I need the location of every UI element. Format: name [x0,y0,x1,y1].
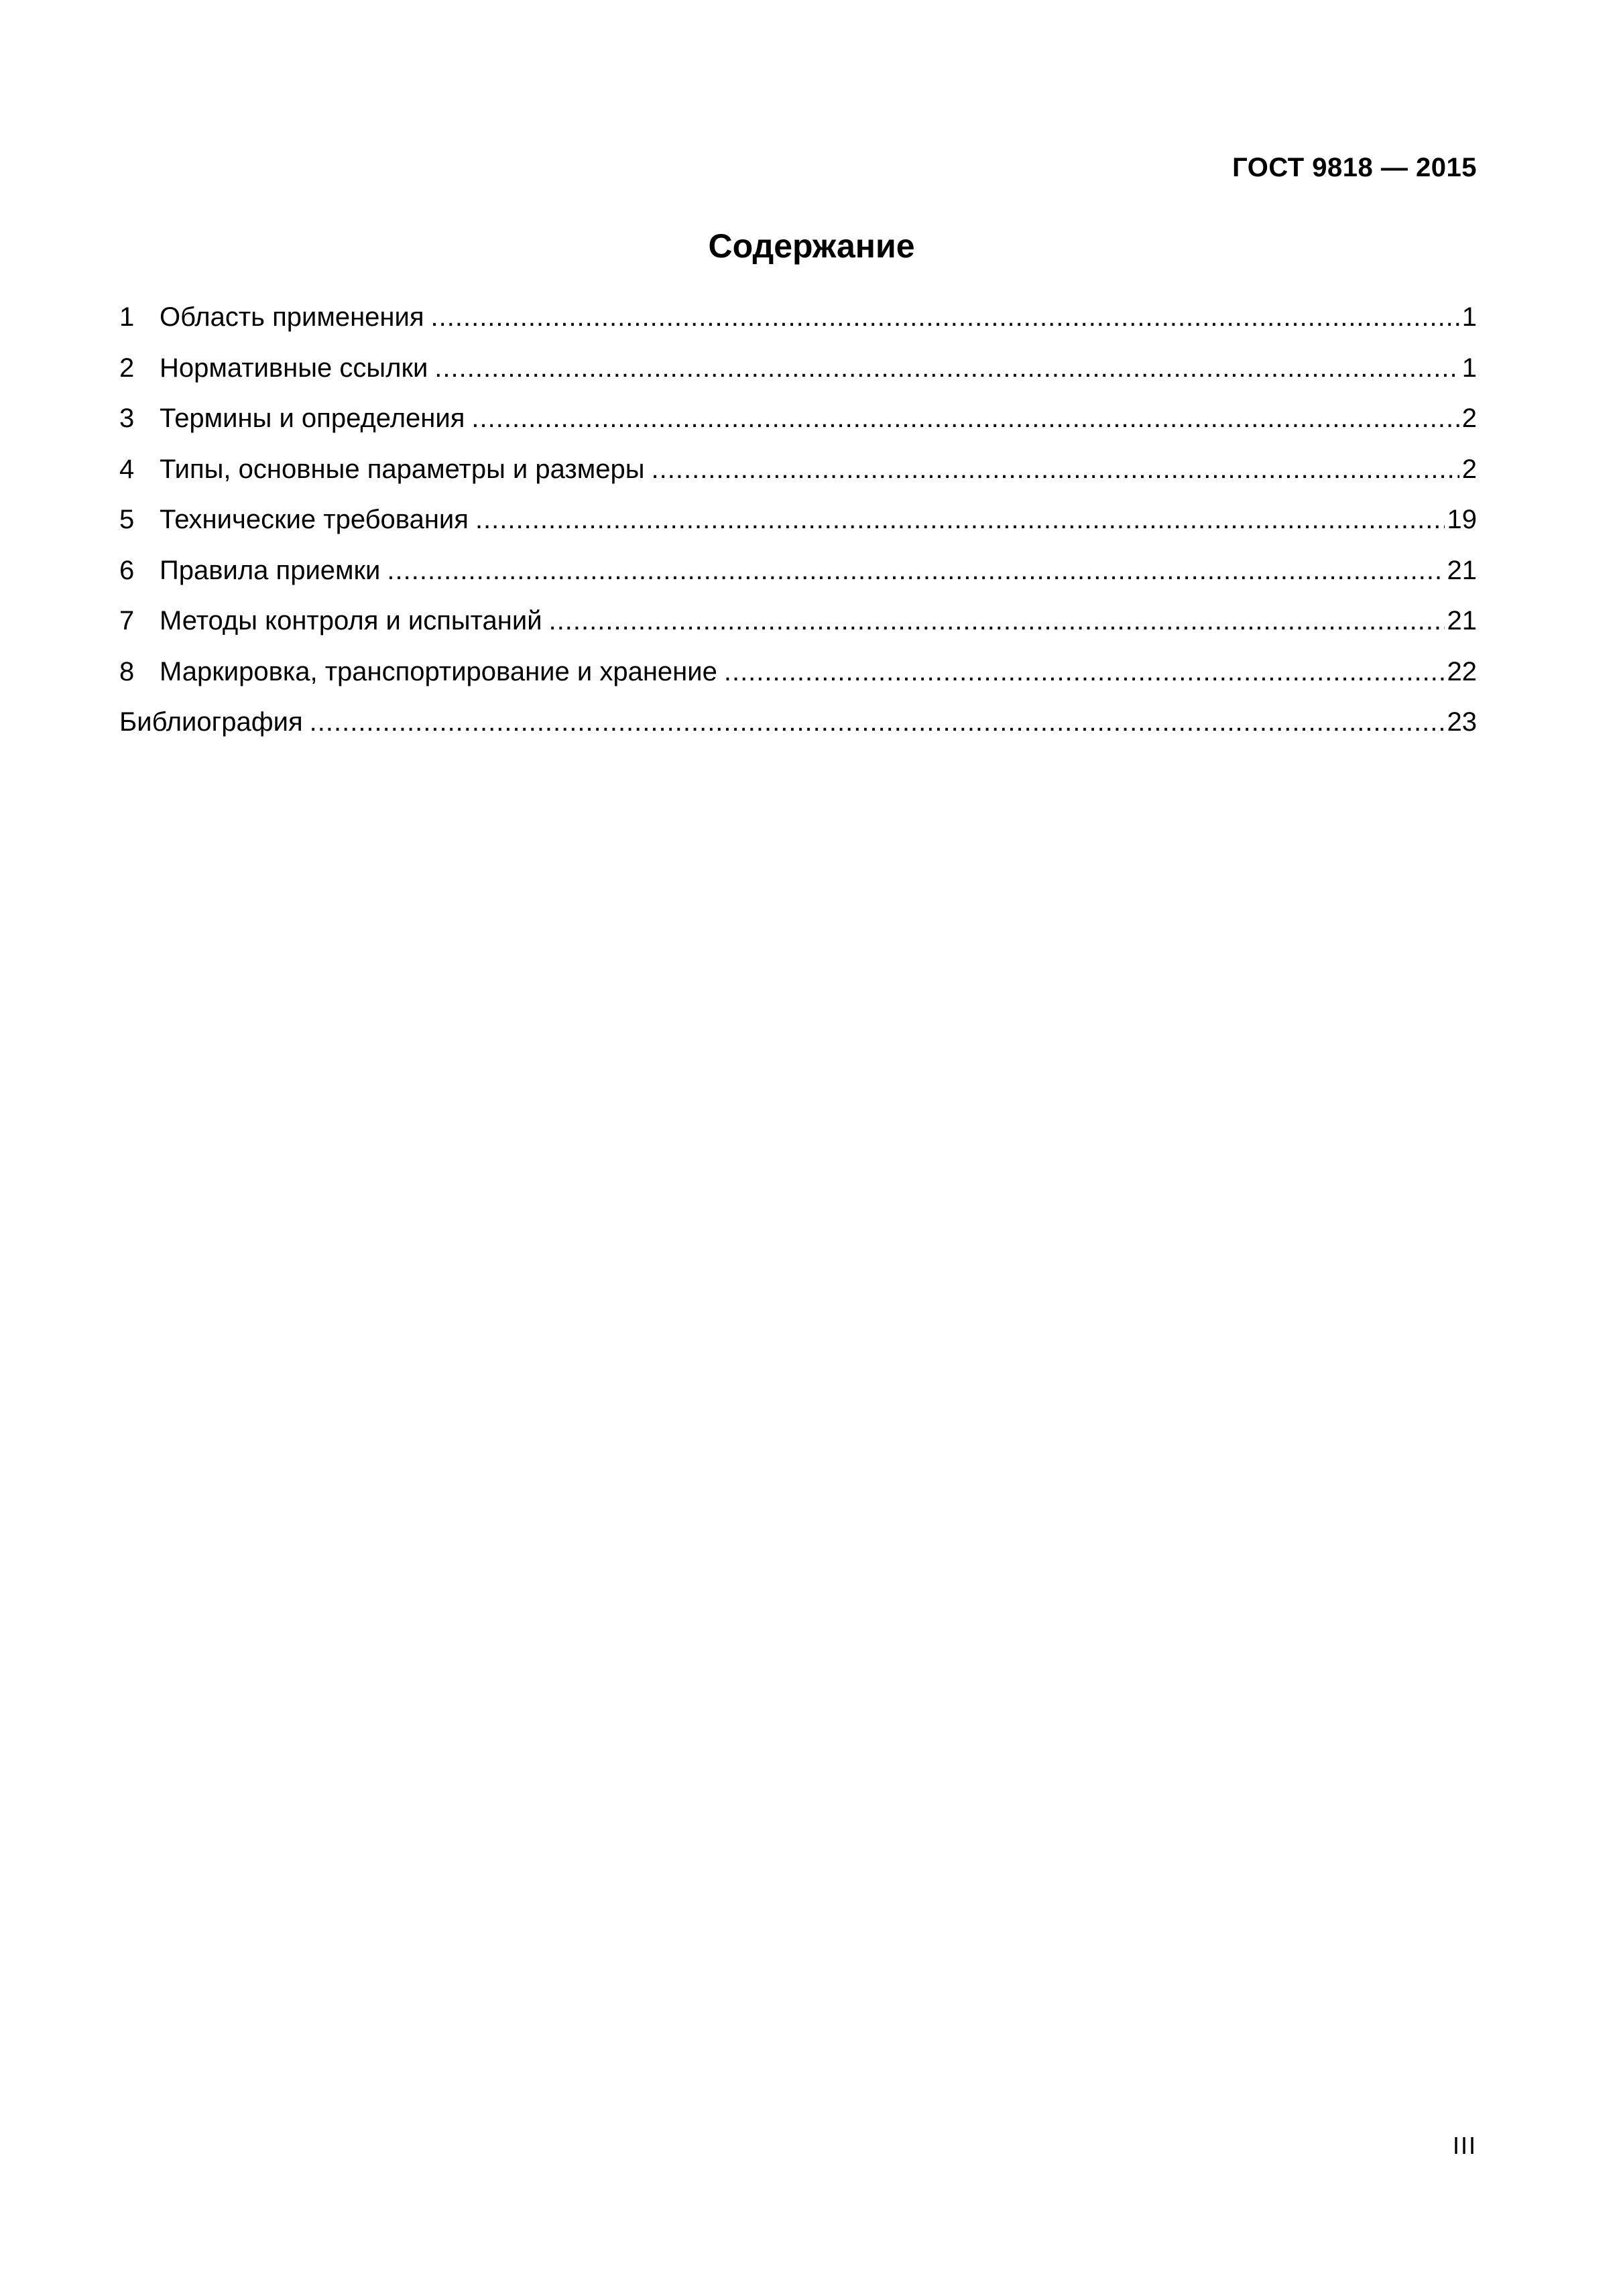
toc-item[interactable] [119,300,1477,351]
toc-item[interactable] [119,402,1477,452]
toc-item-label: Нормативные ссылки [160,353,428,383]
toc-item[interactable] [119,503,1477,554]
toc-item-label: Типы, основные параметры и размеры [160,454,645,484]
toc-item-page: 2 [1461,404,1477,433]
toc-leader-dots [724,655,1445,688]
toc-item-label: Библиография [119,707,303,737]
toc-leader-dots [434,351,1459,385]
toc-item-page: 1 [1461,353,1477,383]
toc-item-page: 1 [1461,302,1477,332]
page-number: III [1452,2132,1477,2159]
toc-item-page: 19 [1447,505,1477,534]
toc-item-number: 5 [119,505,135,534]
toc-leader-dots [431,300,1459,334]
toc-item-number: 2 [119,353,135,383]
toc-item-number: 8 [119,656,135,686]
toc-item[interactable] [119,351,1477,402]
toc-leader-dots [471,402,1459,435]
toc-item-label: Технические требования [160,505,469,534]
toc-item-page: 2 [1461,454,1477,484]
toc-item-page: 22 [1447,656,1477,686]
toc-leader-dots [549,604,1445,638]
toc-item-page: 21 [1447,606,1477,636]
toc-item-number: 6 [119,555,135,585]
table-of-contents [119,300,1477,756]
toc-item-label: Область применения [160,302,424,332]
toc-item-label: Методы контроля и испытаний [160,606,542,636]
toc-item-page: 23 [1447,707,1477,737]
toc-item-bibliography[interactable] [119,705,1477,756]
toc-item-label: Правила приемки [160,555,381,585]
toc-leader-dots [652,452,1459,486]
toc-item-number: 3 [119,404,135,433]
toc-leader-dots [475,503,1445,536]
toc-item[interactable] [119,655,1477,706]
toc-leader-dots [310,705,1445,739]
toc-item-label: Термины и определения [160,404,465,433]
toc-item[interactable] [119,604,1477,655]
toc-item-number: 4 [119,454,135,484]
toc-item-number: 7 [119,606,135,636]
toc-item-label: Маркировка, транспортирование и хранение [160,656,717,686]
toc-item[interactable] [119,452,1477,503]
toc-item-page: 21 [1447,555,1477,585]
toc-leader-dots [387,554,1444,587]
document-code: ГОСТ 9818 — 2015 [1232,153,1477,182]
toc-item-number: 1 [119,302,135,332]
toc-item[interactable] [119,554,1477,605]
toc-title: Содержание [708,227,915,265]
